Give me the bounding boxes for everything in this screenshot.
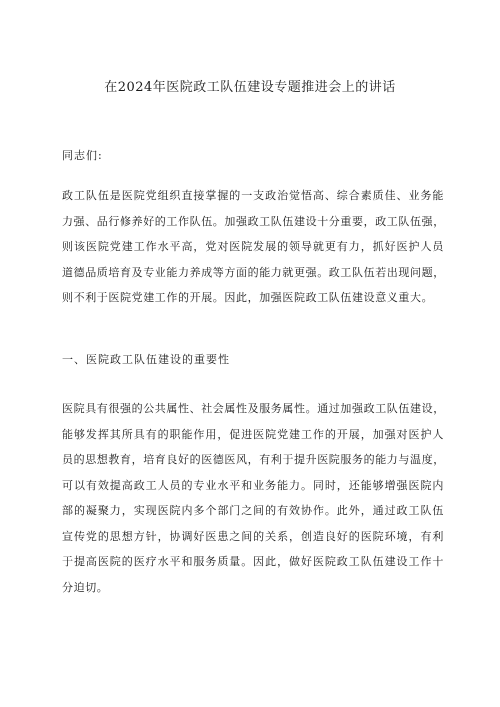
paragraph-line: 则不利于医院党建工作的开展。因此，加强医院政工队伍建设意义重大。 [62,291,434,304]
paragraph-line: 员的思想教育，培育良好的医德医风，有利于提升医院服务的能力与温度， [62,453,445,466]
salutation: 同志们: [62,149,103,162]
document-title: 在2024年医院政工队伍建设专题推进会上的讲话 [104,80,396,95]
paragraph-line: 部的凝聚力，实现医院内多个部门之间的有效协作。此外，通过政工队伍 [62,504,444,517]
paragraph-line: 道德品质培育及专业能力养成等方面的能力就更强。政工队伍若出现问题， [62,265,445,279]
paragraph-line: 力强、品行修养好的工作队伍。加强政工队伍建设十分重要，政工队伍强， [62,214,445,228]
paragraph-line: 宣传党的思想方针，协调好医患之间的关系，创造良好的医院环境，有利 [62,529,444,543]
paragraph-line: 可以有效提高政工人员的专业水平和业务能力。同时，还能够增强医院内 [62,478,444,492]
paragraph-line: 医院具有很强的公共属性、社会属性及服务属性。通过加强政工队伍建设， [62,402,445,415]
paragraph-line: 政工队伍是医院党组织直接掌握的一支政治觉悟高、综合素质佳、业务能 [62,189,444,202]
paragraph-line: 分迫切。 [62,580,109,594]
paragraph-line: 则该医院党建工作水平高，党对医院发展的领导就更有力，抓好医护人员 [62,240,444,253]
paragraph-line: 于提高医院的医疗水平和服务质量。因此，做好医院政工队伍建设工作十 [62,555,444,568]
paragraph-line: 能够发挥其所具有的职能作用，促进医院党建工作的开展，加强对医护人 [62,427,444,441]
paragraph-intro [62,183,444,311]
paragraph-importance [62,396,444,600]
section-heading: 一、医院政工队伍建设的重要性 [62,353,230,366]
